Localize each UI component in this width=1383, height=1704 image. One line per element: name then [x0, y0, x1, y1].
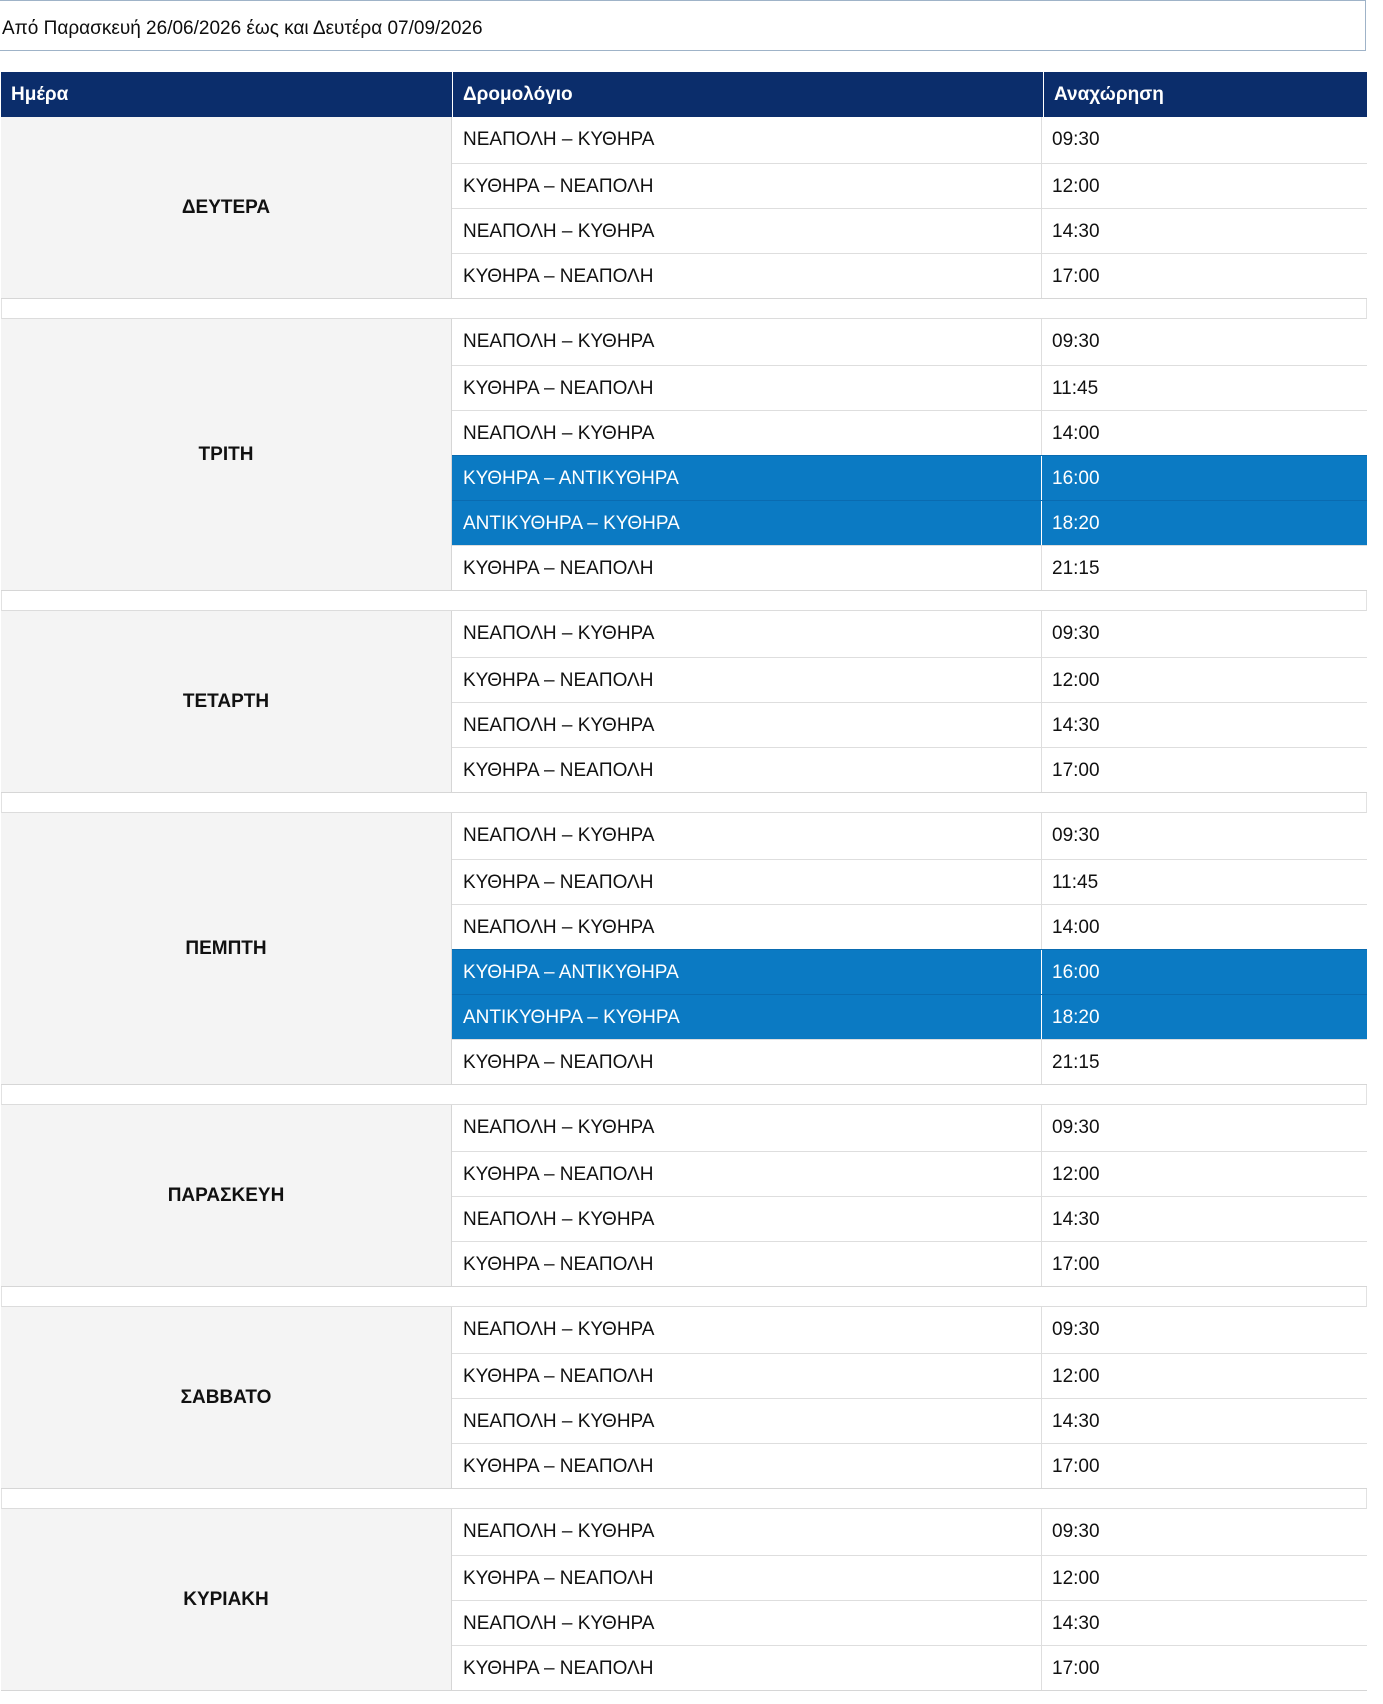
trip-route: ΑΝΤΙΚΥΘΗΡΑ – ΚΥΘΗΡΑ — [452, 995, 1042, 1039]
trip-row — [452, 1645, 1367, 1690]
trip-list — [452, 319, 1367, 590]
trip-row — [452, 1398, 1367, 1443]
trip-row — [452, 657, 1367, 702]
trip-route: ΚΥΘΗΡΑ – ΝΕΑΠΟΛΗ — [452, 546, 1042, 590]
group-spacer — [1, 1287, 1367, 1307]
header-departure: Αναχώρηση — [1043, 72, 1367, 117]
trip-time: 11:45 — [1052, 378, 1099, 399]
day-name: ΤΡΙΤΗ — [1, 319, 452, 590]
trip-row — [452, 611, 1367, 657]
trip-route: ΝΕΑΠΟΛΗ – ΚΥΘΗΡΑ — [452, 905, 1042, 949]
trip-time: 17:00 — [1052, 1658, 1100, 1679]
trip-route: ΝΕΑΠΟΛΗ – ΚΥΘΗΡΑ — [452, 1197, 1042, 1241]
trip-route: ΝΕΑΠΟΛΗ – ΚΥΘΗΡΑ — [452, 1105, 1042, 1151]
trip-row — [452, 904, 1367, 949]
trip-time: 14:30 — [1052, 715, 1100, 736]
trip-time: 17:00 — [1052, 1254, 1100, 1275]
trip-route: ΝΕΑΠΟΛΗ – ΚΥΘΗΡΑ — [452, 813, 1042, 859]
trip-route: ΝΕΑΠΟΛΗ – ΚΥΘΗΡΑ — [452, 319, 1042, 365]
trip-time: 18:20 — [1052, 1007, 1100, 1028]
trip-route: ΚΥΘΗΡΑ – ΑΝΤΙΚΥΘΗΡΑ — [452, 950, 1042, 994]
trip-time: 18:20 — [1052, 513, 1100, 534]
trip-route: ΚΥΘΗΡΑ – ΝΕΑΠΟΛΗ — [452, 860, 1042, 904]
trip-time: 14:30 — [1052, 221, 1100, 242]
day-group — [1, 117, 1367, 299]
trip-route: ΚΥΘΗΡΑ – ΝΕΑΠΟΛΗ — [452, 1040, 1042, 1084]
trip-route: ΚΥΘΗΡΑ – ΝΕΑΠΟΛΗ — [452, 366, 1042, 410]
trip-time: 14:30 — [1052, 1411, 1100, 1432]
trip-list — [452, 1105, 1367, 1286]
day-name: ΠΑΡΑΣΚΕΥΗ — [1, 1105, 452, 1286]
trip-time: 14:30 — [1052, 1613, 1100, 1634]
trip-list — [452, 1307, 1367, 1488]
day-name: ΣΑΒΒΑΤΟ — [1, 1307, 452, 1488]
trip-row — [452, 1151, 1367, 1196]
trip-row — [452, 1196, 1367, 1241]
trip-route: ΝΕΑΠΟΛΗ – ΚΥΘΗΡΑ — [452, 411, 1042, 455]
trip-route: ΚΥΘΗΡΑ – ΝΕΑΠΟΛΗ — [452, 1556, 1042, 1600]
trip-time: 09:30 — [1052, 129, 1100, 150]
trip-row-highlighted — [452, 949, 1367, 994]
group-spacer — [1, 1489, 1367, 1509]
header-day: Ημέρα — [11, 84, 69, 105]
trip-time: 16:00 — [1052, 962, 1100, 983]
trip-time: 14:00 — [1052, 423, 1100, 444]
trip-row — [452, 1105, 1367, 1151]
trip-row — [452, 545, 1367, 590]
trip-time: 17:00 — [1052, 1456, 1100, 1477]
trip-time: 09:30 — [1052, 331, 1100, 352]
day-name: ΚΥΡΙΑΚΗ — [1, 1509, 452, 1690]
trip-time: 09:30 — [1052, 623, 1100, 644]
group-spacer — [1, 793, 1367, 813]
trip-time: 09:30 — [1052, 1319, 1100, 1340]
trip-route: ΝΕΑΠΟΛΗ – ΚΥΘΗΡΑ — [452, 1601, 1042, 1645]
trip-route: ΝΕΑΠΟΛΗ – ΚΥΘΗΡΑ — [452, 703, 1042, 747]
trip-route: ΝΕΑΠΟΛΗ – ΚΥΘΗΡΑ — [452, 1307, 1042, 1353]
trip-row — [452, 1039, 1367, 1084]
table-header — [1, 72, 1367, 117]
trip-route: ΚΥΘΗΡΑ – ΝΕΑΠΟΛΗ — [452, 164, 1042, 208]
trip-row-highlighted — [452, 994, 1367, 1039]
trip-time: 12:00 — [1052, 176, 1100, 197]
trip-list — [452, 813, 1367, 1084]
trip-route: ΑΝΤΙΚΥΘΗΡΑ – ΚΥΘΗΡΑ — [452, 501, 1042, 545]
trip-time: 21:15 — [1052, 558, 1100, 579]
day-group — [1, 813, 1367, 1085]
trip-route: ΚΥΘΗΡΑ – ΝΕΑΠΟΛΗ — [452, 1646, 1042, 1690]
trip-row — [452, 1307, 1367, 1353]
trip-row — [452, 702, 1367, 747]
day-group — [1, 319, 1367, 591]
trip-row — [452, 319, 1367, 365]
trip-time: 09:30 — [1052, 1521, 1100, 1542]
trip-route: ΝΕΑΠΟΛΗ – ΚΥΘΗΡΑ — [452, 209, 1042, 253]
trip-row — [452, 1555, 1367, 1600]
day-group — [1, 611, 1367, 793]
header-route: Δρομολόγιο — [452, 72, 1043, 117]
trip-time: 14:00 — [1052, 917, 1100, 938]
trip-row — [452, 1353, 1367, 1398]
trip-route: ΚΥΘΗΡΑ – ΑΝΤΙΚΥΘΗΡΑ — [452, 456, 1042, 500]
trip-row-highlighted — [452, 455, 1367, 500]
trip-list — [452, 1509, 1367, 1690]
trip-row — [452, 208, 1367, 253]
trip-time: 17:00 — [1052, 760, 1100, 781]
trip-time: 21:15 — [1052, 1052, 1100, 1073]
trip-row — [452, 163, 1367, 208]
trip-time: 11:45 — [1052, 872, 1099, 893]
trip-time: 12:00 — [1052, 1164, 1100, 1185]
trip-row — [452, 1443, 1367, 1488]
schedule-table — [1, 72, 1367, 1691]
trip-route: ΚΥΘΗΡΑ – ΝΕΑΠΟΛΗ — [452, 1152, 1042, 1196]
trip-route: ΚΥΘΗΡΑ – ΝΕΑΠΟΛΗ — [452, 748, 1042, 792]
trip-row — [452, 747, 1367, 792]
day-name: ΔΕΥΤΕΡΑ — [1, 117, 452, 298]
trip-list — [452, 611, 1367, 792]
trip-route: ΝΕΑΠΟΛΗ – ΚΥΘΗΡΑ — [452, 1509, 1042, 1555]
trip-row — [452, 365, 1367, 410]
group-spacer — [1, 591, 1367, 611]
trip-route: ΝΕΑΠΟΛΗ – ΚΥΘΗΡΑ — [452, 611, 1042, 657]
day-group — [1, 1509, 1367, 1691]
trip-row — [452, 1509, 1367, 1555]
day-name: ΠΕΜΠΤΗ — [1, 813, 452, 1084]
trip-row — [452, 253, 1367, 298]
trip-time: 09:30 — [1052, 825, 1100, 846]
trip-route: ΚΥΘΗΡΑ – ΝΕΑΠΟΛΗ — [452, 1242, 1042, 1286]
group-spacer — [1, 1085, 1367, 1105]
day-group — [1, 1307, 1367, 1489]
trip-route: ΚΥΘΗΡΑ – ΝΕΑΠΟΛΗ — [452, 1354, 1042, 1398]
trip-row — [452, 859, 1367, 904]
day-name: ΤΕΤΑΡΤΗ — [1, 611, 452, 792]
trip-route: ΚΥΘΗΡΑ – ΝΕΑΠΟΛΗ — [452, 658, 1042, 702]
trip-route: ΝΕΑΠΟΛΗ – ΚΥΘΗΡΑ — [452, 117, 1042, 163]
group-spacer — [1, 299, 1367, 319]
trip-time: 09:30 — [1052, 1117, 1100, 1138]
trip-route: ΝΕΑΠΟΛΗ – ΚΥΘΗΡΑ — [452, 1399, 1042, 1443]
day-group — [1, 1105, 1367, 1287]
trip-time: 14:30 — [1052, 1209, 1100, 1230]
trip-time: 12:00 — [1052, 670, 1100, 691]
trip-time: 16:00 — [1052, 468, 1100, 489]
trip-row — [452, 117, 1367, 163]
trip-row — [452, 813, 1367, 859]
trip-row — [452, 1241, 1367, 1286]
trip-time: 12:00 — [1052, 1366, 1100, 1387]
trip-time: 17:00 — [1052, 266, 1100, 287]
trip-row-highlighted — [452, 500, 1367, 545]
trip-route: ΚΥΘΗΡΑ – ΝΕΑΠΟΛΗ — [452, 1444, 1042, 1488]
trip-time: 12:00 — [1052, 1568, 1100, 1589]
table-body — [1, 117, 1367, 1691]
trip-row — [452, 410, 1367, 455]
trip-route: ΚΥΘΗΡΑ – ΝΕΑΠΟΛΗ — [452, 254, 1042, 298]
trip-list — [452, 117, 1367, 298]
period-selector[interactable]: Από Παρασκευή 26/06/2026 έως και Δευτέρα 07/09/2026 — [0, 0, 1366, 51]
trip-row — [452, 1600, 1367, 1645]
